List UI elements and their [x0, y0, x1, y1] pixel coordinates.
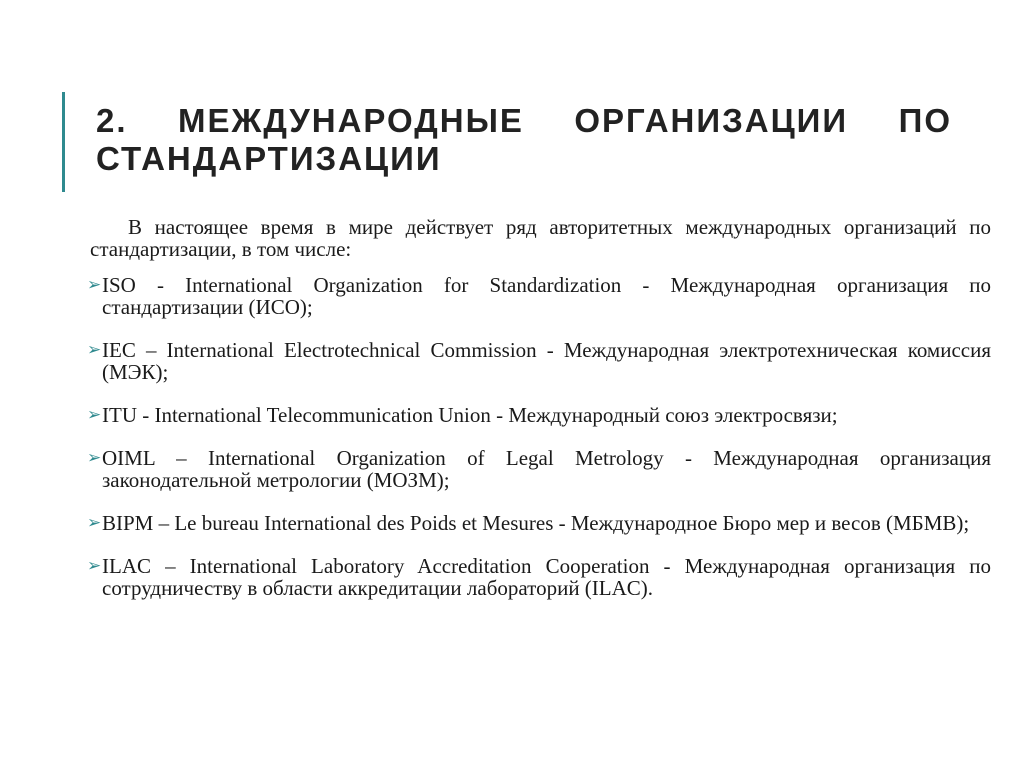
list-item-text: BIPM – Le bureau International des Poids et Mesures - Международное Бюро мер и весов (МБМВ); [102, 511, 970, 535]
organization-list [87, 273, 991, 600]
list-item-text: ISO - International Organization for Standardization - Международная организация по стандартизации (ИСО); [102, 273, 991, 319]
slide-content [87, 215, 991, 620]
arrow-bullet-icon: ➢ [87, 340, 102, 360]
list-item-text: ITU - International Telecommunication Union - Международный союз электросвязи; [102, 403, 838, 427]
list-item [87, 403, 991, 427]
list-item [87, 511, 991, 535]
intro-paragraph: В настоящее время в мире действует ряд авторитетных международных организаций по стандартизации, в том числе: [90, 215, 991, 261]
slide-title: 2. МЕЖДУНАРОДНЫЕ ОРГАНИЗАЦИИ ПО СТАНДАРТИЗАЦИИ [96, 102, 952, 177]
arrow-bullet-icon: ➢ [87, 405, 102, 425]
arrow-bullet-icon: ➢ [87, 275, 102, 295]
list-item [87, 446, 991, 492]
list-item-text: ILAC – International Laboratory Accreditation Cooperation - Международная организация по сотрудничеству в области аккредитации лабораторий (ILAC). [102, 554, 991, 600]
arrow-bullet-icon: ➢ [87, 448, 102, 468]
list-item [87, 338, 991, 384]
title-accent-bar [62, 92, 65, 192]
arrow-bullet-icon: ➢ [87, 513, 102, 533]
list-item-text: IEC – International Electrotechnical Commission - Международная электротехническая комиссия (МЭК); [102, 338, 991, 384]
list-item [87, 554, 991, 600]
list-item-text: OIML – International Organization of Legal Metrology - Международная организация законодательной метрологии (МОЗМ); [102, 446, 991, 492]
arrow-bullet-icon: ➢ [87, 556, 102, 576]
list-item [87, 273, 991, 319]
